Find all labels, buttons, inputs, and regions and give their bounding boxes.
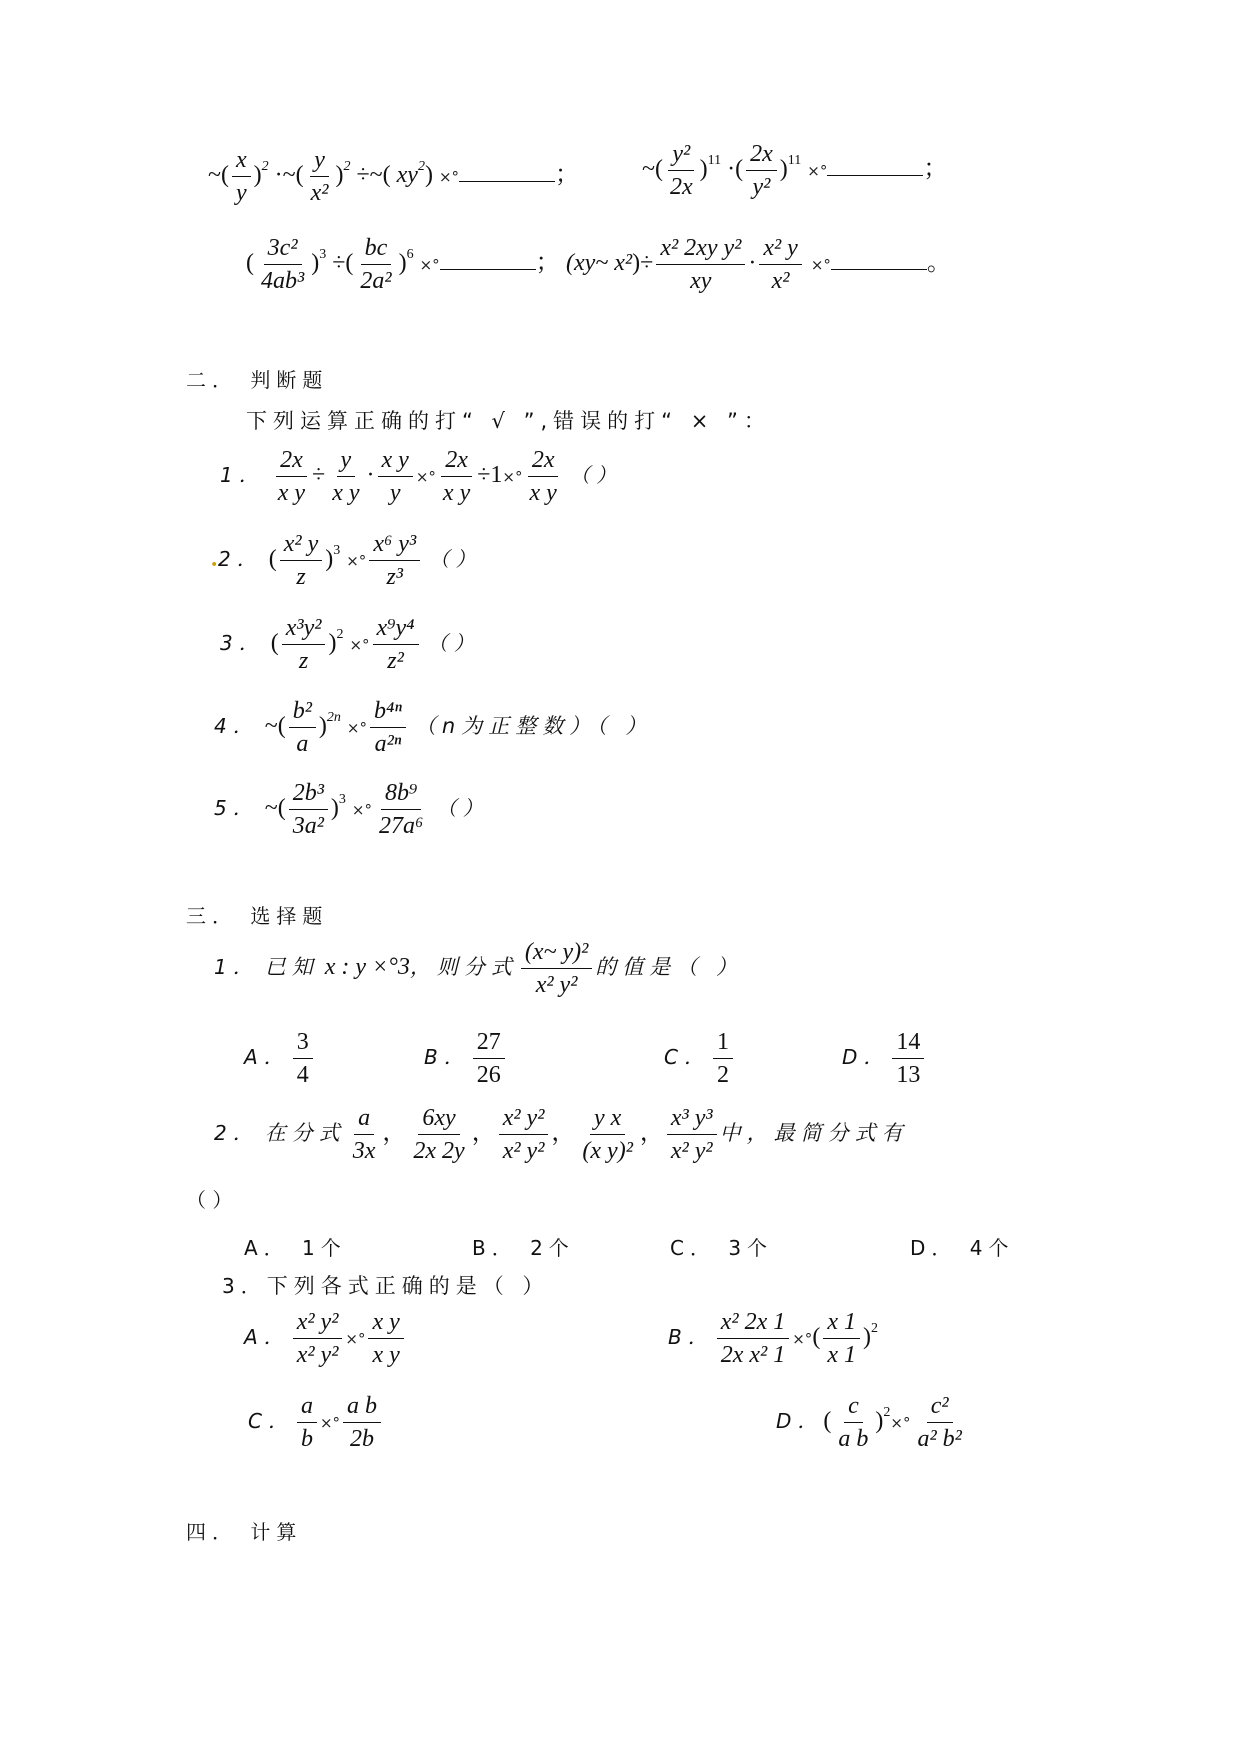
fraction: $\frac{2x}{\text{x y}}$ xyxy=(277,447,306,506)
fraction: $\frac{\text{x² 2xy y²}}{xy}$ xyxy=(656,234,745,295)
choice-q3: 3．下列各式正确的是（ ） xyxy=(222,1274,550,1298)
q2-option-b[interactable]: B． 2个 xyxy=(472,1236,575,1260)
judge-item-5: 5． ~( $\frac{\text{2b³}}{\text{3a²}}$ )$^3$ ×° $\frac{\text{8b⁹}}{\text{27a⁶}}$ （ ） xyxy=(214,780,483,839)
section-2-instruction: 下列运算正确的打“ √ ”,错误的打“ × ”： xyxy=(246,409,771,433)
q2-option-a[interactable]: A． 1个 xyxy=(244,1236,347,1260)
fill-item-1: ~( $\frac{x}{y}$ )$^2$ ·~( $\frac{y}{\text{x²}}$ )$^2$ ÷~( $xy^2$) ×° ； xyxy=(208,147,580,206)
judge-item-4: 4． ~( $\frac{\text{b²}}{a}$ )$^{2n}$ ×° $\frac{\text{b⁴ⁿ}}{\text{a²ⁿ}}$ （n为正整数）（ ） xyxy=(214,698,653,757)
judge-item-4-note[interactable]: （n为正整数）（ ） xyxy=(414,714,653,739)
fill-item-3: ( $\frac{\text{3c²}}{\text{4ab³}}$ )$^3$ ÷( $\frac{bc}{\text{2a²}}$ )$^6$ ×° ； xyxy=(246,235,560,294)
fraction: $\frac{\text{x³ y³}}{\text{x² y²}}$ xyxy=(667,1104,717,1165)
fraction: $\frac{\text{x² y²}}{\text{x² y²}}$ xyxy=(293,1308,343,1369)
fraction: $\frac{\text{x² 2x 1}}{\text{2x x² 1}}$ xyxy=(717,1308,790,1369)
fraction: $\frac{y}{\text{x y}}$ xyxy=(332,447,360,506)
fraction: $\frac{x 1}{x 1}$ xyxy=(823,1308,860,1369)
answer-blank[interactable] xyxy=(827,175,923,176)
fraction: $\frac{x}{y}$ xyxy=(232,146,251,207)
fraction: $\frac{a}{3x}$ xyxy=(352,1105,376,1164)
fraction: $\frac{\text{x² y²}}{\text{x² y²}}$ xyxy=(499,1104,549,1165)
judge-item-2: .2． ( $\frac{\text{x² y}}{z}$ )$^3$ ×° $\frac{\text{x⁶ y³}}{\text{z³}}$ （ ） xyxy=(212,531,476,590)
fraction: $\frac{\text{8b⁹}}{\text{27a⁶}}$ xyxy=(379,780,424,839)
fraction: $\frac{bc}{\text{2a²}}$ xyxy=(360,235,392,294)
fraction: $\frac{\text{x⁹y⁴}}{\text{z²}}$ xyxy=(373,614,419,675)
answer-blank[interactable] xyxy=(440,269,536,270)
fraction: $\frac{\text{x y}}{\text{x y}}$ xyxy=(368,1308,403,1369)
fraction: $\frac{\text{x y}}{y}$ xyxy=(378,446,413,507)
fill-item-4: (xy~ x²)÷ $\frac{\text{x² 2xy y²}}{xy}$ · $\frac{\text{x² y}}{\text{x²}}$ ×° 。 xyxy=(566,235,951,294)
answer-parentheses[interactable]: （ ） xyxy=(436,796,483,821)
fraction: $\frac{2x}{\text{x y}}$ xyxy=(442,447,471,506)
fraction: $\frac{1}{2}$ xyxy=(713,1028,733,1089)
judge-item-3: 3． ( $\frac{\text{x³y²}}{z}$ )$^2$ ×° $\frac{\text{x⁹y⁴}}{\text{z²}}$ （ ） xyxy=(220,615,474,674)
fraction: $\frac{27}{26}$ xyxy=(473,1028,505,1089)
fraction: $\frac{\text{3c²}}{\text{4ab³}}$ xyxy=(261,235,305,294)
fraction: $\frac{\text{(x\textasciitilde{} y)²}}{\text{x² y²}}$ xyxy=(521,938,592,999)
q1-option-a[interactable]: A． $\frac{3}{4}$ xyxy=(244,1028,316,1089)
fraction: $\frac{\text{a b}}{2b}$ xyxy=(343,1392,381,1453)
q1-option-c[interactable]: C． $\frac{1}{2}$ xyxy=(664,1028,736,1089)
fraction: $\frac{3}{4}$ xyxy=(293,1028,313,1089)
q2-answer-parentheses[interactable]: （ ） xyxy=(186,1188,233,1212)
q3-option-d[interactable]: D．( $\frac{c}{\text{a b}}$ )$^2$×° $\frac{\text{c²}}{\text{a² b²}}$ xyxy=(776,1392,969,1453)
q2-option-d[interactable]: D． 4个 xyxy=(910,1236,1015,1260)
q1-option-b[interactable]: B． $\frac{27}{26}$ xyxy=(424,1028,508,1089)
fraction: $\frac{c}{\text{a b}}$ xyxy=(838,1393,869,1452)
fraction: $\frac{\text{2b³}}{\text{3a²}}$ xyxy=(289,779,328,840)
section-3-title: 三． 选择题 xyxy=(186,904,329,928)
fraction: $\frac{\text{y²}}{2x}$ xyxy=(669,141,693,200)
fraction: $\frac{\text{x² y}}{z}$ xyxy=(280,530,323,591)
answer-parentheses[interactable]: （ ） xyxy=(569,463,617,488)
q3-option-a[interactable]: A． $\frac{\text{x² y²}}{\text{x² y²}}$ ×° $\frac{\text{x y}}{\text{x y}}$ xyxy=(244,1308,407,1369)
answer-parentheses[interactable]: （ ） xyxy=(429,547,476,572)
fraction: $\frac{14}{13}$ xyxy=(892,1028,924,1089)
choice-q1: 1． 已知 x : y ×°3，则分式 $\frac{\text{(x\textasciitilde{} y)²}}{\text{x² y²}}$ 的值是（ ） xyxy=(214,939,743,998)
judge-item-1: 1． $\frac{2x}{\text{x y}}$ ÷ $\frac{y}{\text{x y}}$ · $\frac{\text{x y}}{y}$ ×° $\frac{2x}{\text{x y}}$ ÷1×° $\frac{2x}{\text{x y}}$ （ ） xyxy=(220,447,617,506)
fraction: $\frac{\text{c²}}{\text{a² b²}}$ xyxy=(917,1393,962,1452)
q2-option-c[interactable]: C． 3个 xyxy=(670,1236,774,1260)
answer-blank[interactable] xyxy=(831,269,927,270)
fraction: $\frac{\text{b⁴ⁿ}}{\text{a²ⁿ}}$ xyxy=(370,697,406,758)
q1-option-d[interactable]: D． $\frac{14}{13}$ xyxy=(842,1028,927,1089)
fraction: $\frac{\text{x² y}}{\text{x²}}$ xyxy=(759,234,802,295)
fraction: $\frac{\text{x⁶ y³}}{\text{z³}}$ xyxy=(369,530,420,591)
section-2-title: 二． 判断题 xyxy=(186,368,329,392)
fill-item-2: ~( $\frac{\text{y²}}{2x}$ )$^{11}$ ·( $\frac{2x}{\text{y²}}$ )$^{11}$ ×° ； xyxy=(642,141,948,200)
fraction: $\frac{y}{\text{x²}}$ xyxy=(310,147,329,206)
fraction: $\frac{a}{b}$ xyxy=(297,1392,317,1453)
fraction: $\frac{\text{x³y²}}{z}$ xyxy=(282,614,326,675)
fraction: $\frac{\text{y x}}{\text{(x y)²}}$ xyxy=(582,1105,633,1164)
q3-option-c[interactable]: C． $\frac{a}{b}$ ×° $\frac{\text{a b}}{2b}$ xyxy=(248,1392,384,1453)
q3-option-b[interactable]: B． $\frac{\text{x² 2x 1}}{\text{2x x² 1}}$ ×°( $\frac{x 1}{x 1}$ )$^2$ xyxy=(668,1309,878,1368)
answer-blank[interactable] xyxy=(459,181,555,182)
choice-q2: 2． 在分式 $\frac{a}{3x}$ ， $\frac{6xy}{2x 2y}$ ， $\frac{\text{x² y²}}{\text{x² y²}}$ ， $\frac{\text{y x}}{\text{(x y)²}}$ ， $\frac{\text{x³ y³}}{\text{x² y²}}$ 中，最简分式有 xyxy=(214,1105,909,1164)
answer-parentheses[interactable]: （ ） xyxy=(427,631,474,656)
section-4-title: 四． 计算 xyxy=(186,1520,303,1544)
fraction: $\frac{\text{b²}}{a}$ xyxy=(289,697,316,758)
fraction: $\frac{2x}{\text{x y}}$ xyxy=(529,447,557,506)
fraction: $\frac{2x}{\text{y²}}$ xyxy=(746,140,777,201)
fraction: $\frac{6xy}{2x 2y}$ xyxy=(413,1105,465,1164)
